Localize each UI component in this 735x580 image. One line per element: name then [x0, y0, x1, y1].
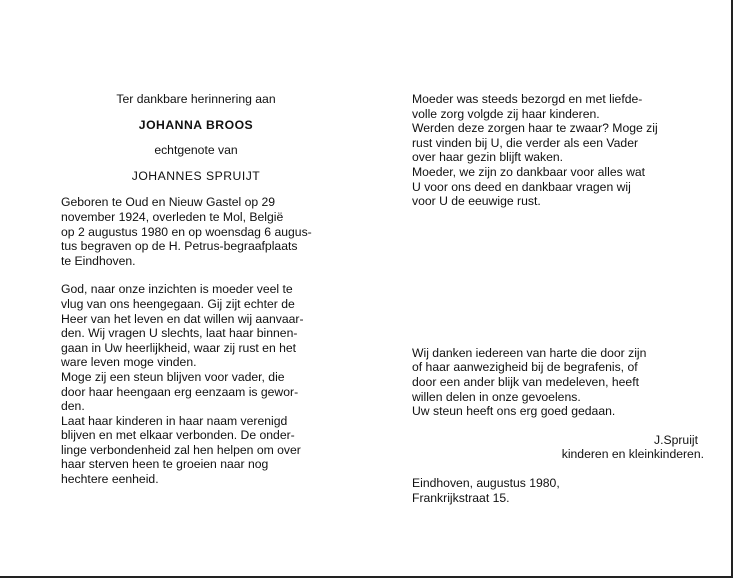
deceased-name: JOHANNA BROOS [138, 117, 254, 132]
poem-line: den. [61, 399, 85, 414]
poem-line: hechtere eenheid. [61, 472, 159, 487]
biography [61, 195, 331, 268]
prayer-line: volle zorg volgde zij haar kinderen. [412, 106, 600, 121]
prayer-line: U voor ons deed en dankbaar vragen wij [412, 179, 631, 194]
poem [61, 282, 331, 486]
poem-line: Moge zij een steun blijven voor vader, die [61, 369, 285, 384]
poem-line: blijven en met elkaar verbonden. De onder- [61, 428, 295, 443]
signature-family: kinderen en kleinkinderen. [561, 447, 704, 462]
bio-line: te Eindhoven. [61, 253, 136, 268]
poem-line: ware leven moge vinden. [61, 355, 197, 370]
poem-line: gaan in Uw heerlijkheid, waar zij rust en het [61, 340, 297, 355]
right-panel [412, 92, 704, 505]
poem-line: linge verbondenheid zal hen helpen om over [61, 442, 301, 457]
bio-line: november 1924, overleden te Mol, België [61, 209, 284, 224]
prayer-line: Moeder, we zijn zo dankbaar voor alles wat [412, 164, 646, 179]
prayer-line: Moeder was steeds bezorgd en met liefde- [412, 92, 643, 106]
thanks-note [412, 346, 704, 419]
thanks-line: Uw steun heeft ons erg goed gedaan. [412, 404, 616, 419]
signature: J.Spruijt [653, 432, 698, 447]
prayer-line: rust vinden bij U, die verder als een Vader [412, 135, 639, 150]
poem-line: den. Wij vragen U slechts, laat haar binnen- [61, 326, 298, 341]
prayer [412, 92, 704, 209]
bio-line: Geboren te Oud en Nieuw Gastel op 29 [61, 195, 276, 210]
thanks-line: of haar aanwezigheid bij de begrafenis, of [412, 360, 638, 375]
prayer-line: voor U de eeuwige rust. [412, 194, 541, 209]
poem-line: God, naar onze inzichten is moeder veel te [61, 282, 293, 297]
prayer-line: Werden deze zorgen haar te zwaar? Moge zij [412, 121, 658, 136]
left-panel [61, 92, 331, 487]
poem-line: door haar heengaan erg eenzaam is gewor- [61, 384, 299, 399]
thanks-line: door een ander blijk van medeleven, heeft [412, 374, 639, 389]
spouse-name: JOHANNES SPRUIJT [131, 168, 261, 183]
thanks-line: Wij danken iedereen van harte die door zijn [412, 345, 647, 360]
poem-line: haar sterven heen te groeien naar nog [61, 457, 269, 472]
dedication-line: Ter dankbare herinnering aan [116, 92, 276, 106]
poem-line: Laat haar kinderen in haar naam verenigd [61, 413, 288, 428]
poem-line: vlug van ons heengegaan. Gij zijt echter de [61, 296, 295, 311]
spouse-intro: echtgenote van [154, 143, 238, 158]
address: Frankrijkstraat 15. [412, 490, 510, 505]
place-date: Eindhoven, augustus 1980, [412, 475, 560, 490]
bio-line: op 2 augustus 1980 en op woensdag 6 augus- [61, 224, 312, 239]
bio-line: tus begraven op de H. Petrus-begraafplaats [61, 239, 298, 254]
prayer-line: over haar gezin blijft waken. [412, 150, 564, 165]
thanks-line: willen delen in onze gevoelens. [412, 389, 581, 404]
poem-line: Heer van het leven en dat willen wij aanvaar- [61, 311, 304, 326]
